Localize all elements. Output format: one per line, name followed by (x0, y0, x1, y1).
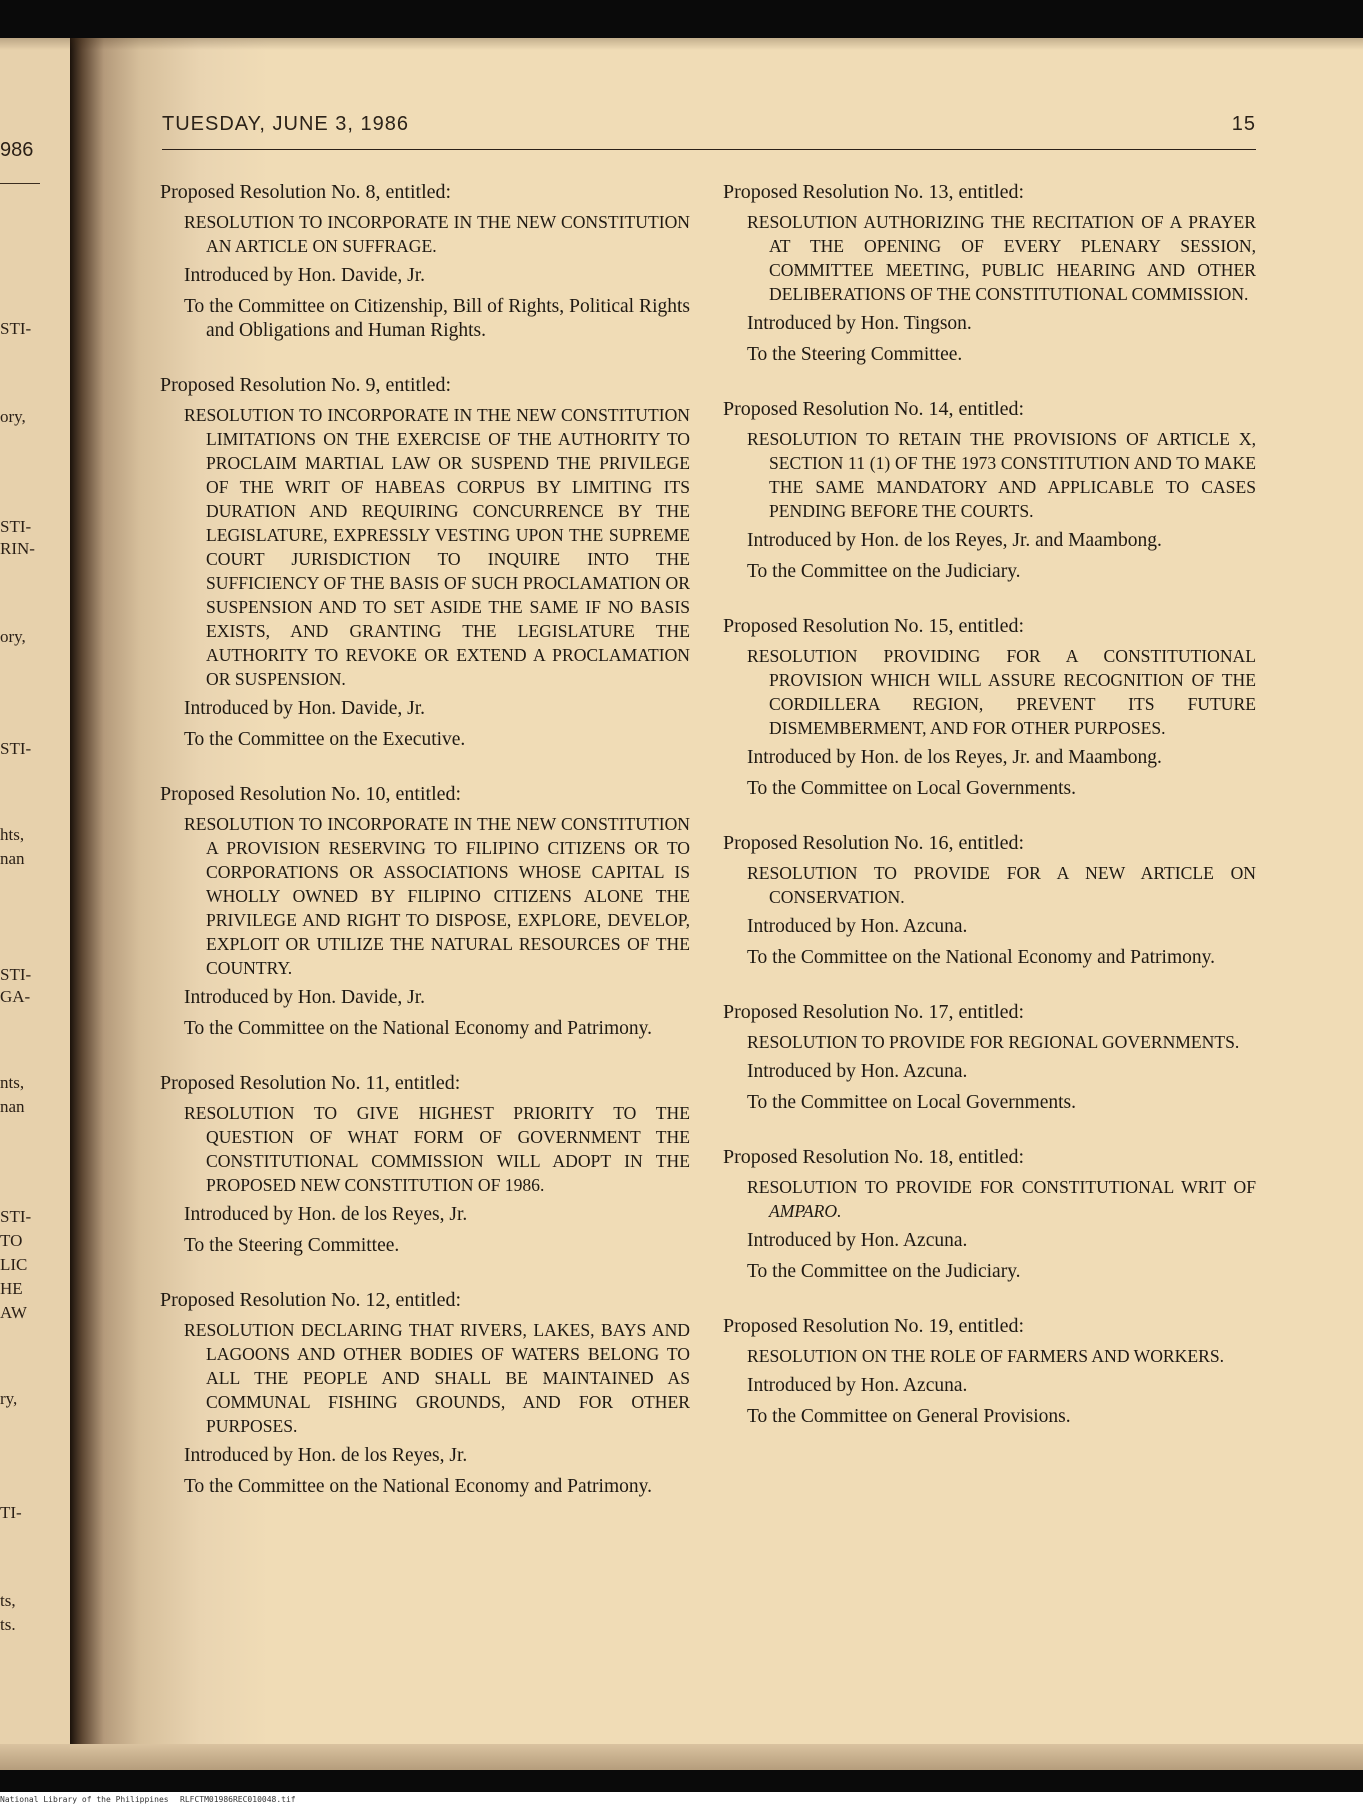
resolution-title-text: RESOLUTION TO PROVIDE FOR A NEW ARTICLE ON CONSERVATION. (747, 863, 1256, 907)
resolution-heading: Proposed Resolution No. 14, entitled: (723, 398, 1025, 420)
resolution-title-text: RESOLUTION TO GIVE HIGHEST PRIORITY TO THE QUESTION OF WHAT FORM OF GOVERNMENT THE CONSTITUTIONAL COMMISSION WILL ADOPT IN THE PROPOSED NEW CONSTITUTION OF 1986. (184, 1103, 690, 1195)
introduced-by: Introduced by Hon. Azcuna. (747, 916, 968, 937)
resolution-title-text: RESOLUTION TO PROVIDE FOR REGIONAL GOVERNMENTS. (747, 1032, 1240, 1052)
referred-committee: To the Committee on Local Governments. (747, 1092, 1076, 1113)
introduced-by: Introduced by Hon. de los Reyes, Jr. (184, 1204, 468, 1225)
footer-file: RLFCTM01986REC010048.tif (180, 1795, 296, 1804)
referred-committee: To the Committee on the Judiciary. (747, 1261, 1021, 1282)
previous-page-fragment: HE (0, 1279, 23, 1298)
previous-page-fragment: STI- (0, 965, 32, 984)
resolution-entry (160, 1071, 690, 1258)
resolution-entry (723, 1145, 1256, 1284)
previous-page-fragment: RIN- (0, 539, 35, 558)
resolution-title-text: RESOLUTION TO INCORPORATE IN THE NEW CONSTITUTION A PROVISION RESERVING TO FILIPINO CITIZENS OR TO CORPORATIONS OR ASSOCIATIONS WHOSE CAPITAL IS WHOLLY OWNED BY FILIPINO CITIZENS ALONE THE PRIVILEGE AND RIGHT TO DISPOSE, EXPLORE, DEVELOP, EXPLOIT OR UTILIZE THE NATURAL RESOURCES OF THE COUNTRY. (184, 814, 690, 978)
referred-committee: To the Committee on the National Economy and Patrimony. (184, 1476, 652, 1497)
resolution-heading: Proposed Resolution No. 10, entitled: (160, 783, 462, 805)
previous-page-fragment: nan (0, 849, 25, 868)
resolution-title (184, 1101, 690, 1197)
introduced-by: Introduced by Hon. de los Reyes, Jr. (184, 1445, 468, 1466)
left-column (160, 180, 690, 1529)
resolution-heading: Proposed Resolution No. 16, entitled: (723, 832, 1025, 854)
previous-page-fragment: ory, (0, 627, 26, 646)
resolution-heading: Proposed Resolution No. 19, entitled: (723, 1315, 1025, 1337)
resolution-title-text: RESOLUTION TO INCORPORATE IN THE NEW CONSTITUTION LIMITATIONS ON THE EXERCISE OF THE AUTHORITY TO PROCLAIM MARTIAL LAW OR SUSPEND THE PRIVILEGE OF THE WRIT OF HABEAS CORPUS BY LIMITING ITS DURATION AND REQUIRING CONCURRENCE BY THE LEGISLATURE, EXPRESSLY VESTING UPON THE SUPREME COURT JURISDICTION TO INQUIRE INTO THE SUFFICIENCY OF THE BASIS OF SUCH PROCLAMATION OR SUSPENSION AND TO SET ASIDE THE SAME IF NO BASIS EXISTS, AND GRANTING THE LEGISLATURE THE AUTHORITY TO REVOKE OR EXTEND A PROCLAMATION OR SUSPENSION. (184, 405, 690, 689)
resolution-heading: Proposed Resolution No. 13, entitled: (723, 181, 1025, 203)
introduced-by: Introduced by Hon. Tingson. (747, 313, 972, 334)
resolution-entry (723, 180, 1256, 367)
resolution-title-text: RESOLUTION PROVIDING FOR A CONSTITUTIONAL PROVISION WHICH WILL ASSURE RECOGNITION OF THE CORDILLERA REGION, PREVENT ITS FUTURE DISMEMBERMENT, AND FOR OTHER PURPOSES. (747, 646, 1256, 738)
resolution-heading: Proposed Resolution No. 8, entitled: (160, 181, 452, 203)
introduced-by: Introduced by Hon. Davide, Jr. (184, 265, 425, 286)
referred-committee: To the Steering Committee. (747, 344, 963, 365)
resolution-title (747, 427, 1256, 523)
resolution-title (184, 812, 690, 980)
page-bottom-edge (0, 1744, 1363, 1770)
previous-page-fragment: TI- (0, 1503, 22, 1522)
referred-committee: To the Committee on Local Governments. (747, 778, 1076, 799)
previous-page-fragment: ts, (0, 1591, 16, 1610)
previous-page-fragment: STI- (0, 319, 32, 338)
previous-page-fragment: 986 (0, 139, 34, 161)
introduced-by: Introduced by Hon. Azcuna. (747, 1061, 968, 1082)
resolution-title-text: RESOLUTION DECLARING THAT RIVERS, LAKES, BAYS AND LAGOONS AND OTHER BODIES OF WATERS BELONG TO ALL THE PEOPLE AND SHALL BE MAINTAINED AS COMMUNAL FISHING GROUNDS, AND FOR OTHER PURPOSES. (184, 1320, 690, 1436)
resolution-title-text: RESOLUTION TO RETAIN THE PROVISIONS OF ARTICLE X, SECTION 11 (1) OF THE 1973 CONSTITUTION AND TO MAKE THE SAME MANDATORY AND APPLICABLE TO CASES PENDING BEFORE THE COURTS. (747, 429, 1256, 521)
resolution-heading: Proposed Resolution No. 15, entitled: (723, 615, 1025, 637)
resolution-title (747, 1175, 1256, 1223)
scan-footer (0, 1792, 1363, 1808)
referred-committee: To the Committee on Citizenship, Bill of Rights, Political Rights and Obligations and Human Rights. (184, 296, 690, 341)
previous-page-rule (0, 183, 40, 184)
running-head (162, 113, 1256, 150)
resolution-entry (723, 614, 1256, 801)
referred-committee: To the Committee on the Executive. (184, 729, 466, 750)
resolution-heading: Proposed Resolution No. 12, entitled: (160, 1289, 462, 1311)
previous-page-fragment: TO (0, 1231, 23, 1250)
introduced-by: Introduced by Hon. de los Reyes, Jr. and Maambong. (747, 747, 1162, 768)
page-date: TUESDAY, JUNE 3, 1986 (162, 113, 410, 135)
previous-page-fragment: GA- (0, 987, 31, 1006)
resolution-heading: Proposed Resolution No. 17, entitled: (723, 1001, 1025, 1023)
referred-committee: To the Steering Committee. (184, 1235, 400, 1256)
previous-page-fragment: hts, (0, 825, 25, 844)
resolution-entry (723, 1314, 1256, 1429)
resolution-title-text: RESOLUTION TO PROVIDE FOR CONSTITUTIONAL WRIT OF (747, 1177, 1256, 1197)
resolution-heading: Proposed Resolution No. 9, entitled: (160, 374, 452, 396)
resolution-entry (160, 180, 690, 343)
resolution-title (184, 1318, 690, 1438)
previous-page-fragment: nan (0, 1097, 25, 1116)
resolution-entry (160, 1288, 690, 1499)
introduced-by: Introduced by Hon. Davide, Jr. (184, 698, 425, 719)
resolution-title (747, 644, 1256, 740)
referred-committee: To the Committee on General Provisions. (747, 1406, 1071, 1427)
resolution-title (184, 403, 690, 691)
introduced-by: Introduced by Hon. Azcuna. (747, 1230, 968, 1251)
resolution-title (747, 861, 1256, 909)
introduced-by: Introduced by Hon. Davide, Jr. (184, 987, 425, 1008)
resolution-title (184, 210, 690, 258)
previous-page-fragment: nts, (0, 1073, 25, 1092)
referred-committee: To the Committee on the Judiciary. (747, 561, 1021, 582)
previous-page-fragment: STI- (0, 1207, 32, 1226)
previous-page-fragment: ts. (0, 1615, 16, 1634)
resolution-heading: Proposed Resolution No. 18, entitled: (723, 1146, 1025, 1168)
previous-page-fragment: LIC (0, 1255, 28, 1274)
resolution-heading: Proposed Resolution No. 11, entitled: (160, 1072, 461, 1094)
resolution-entry (723, 397, 1256, 584)
page-number: 15 (1231, 113, 1256, 135)
referred-committee: To the Committee on the National Economy and Patrimony. (747, 947, 1215, 968)
resolution-entry (160, 373, 690, 752)
resolution-entry (723, 831, 1256, 970)
resolution-title-text: RESOLUTION AUTHORIZING THE RECITATION OF A PRAYER AT THE OPENING OF EVERY PLENARY SESSION, COMMITTEE MEETING, PUBLIC HEARING AND OTHER DELIBERATIONS OF THE CONSTITUTIONAL COMMISSION. (747, 212, 1256, 304)
scanned-page (0, 38, 1363, 1770)
resolution-entry (160, 782, 690, 1041)
previous-page-fragment: ry, (0, 1389, 18, 1408)
footer-library: National Library of the Philippines (0, 1795, 169, 1804)
introduced-by: Introduced by Hon. de los Reyes, Jr. and Maambong. (747, 530, 1162, 551)
resolution-title-italic: AMPARO. (769, 1201, 842, 1221)
resolution-entry (723, 1000, 1256, 1115)
previous-page-fragment: STI- (0, 517, 32, 536)
introduced-by: Introduced by Hon. Azcuna. (747, 1375, 968, 1396)
resolution-title (747, 1030, 1256, 1054)
resolution-title-text: RESOLUTION TO INCORPORATE IN THE NEW CONSTITUTION AN ARTICLE ON SUFFRAGE. (184, 212, 690, 256)
right-column (723, 180, 1256, 1459)
resolution-title-text: RESOLUTION ON THE ROLE OF FARMERS AND WORKERS. (747, 1346, 1225, 1366)
resolution-title (747, 1344, 1256, 1368)
previous-page-fragment: ory, (0, 407, 26, 426)
previous-page-fragment: STI- (0, 739, 32, 758)
resolution-title (747, 210, 1256, 306)
previous-page-fragment: AW (0, 1303, 27, 1322)
referred-committee: To the Committee on the National Economy and Patrimony. (184, 1018, 652, 1039)
